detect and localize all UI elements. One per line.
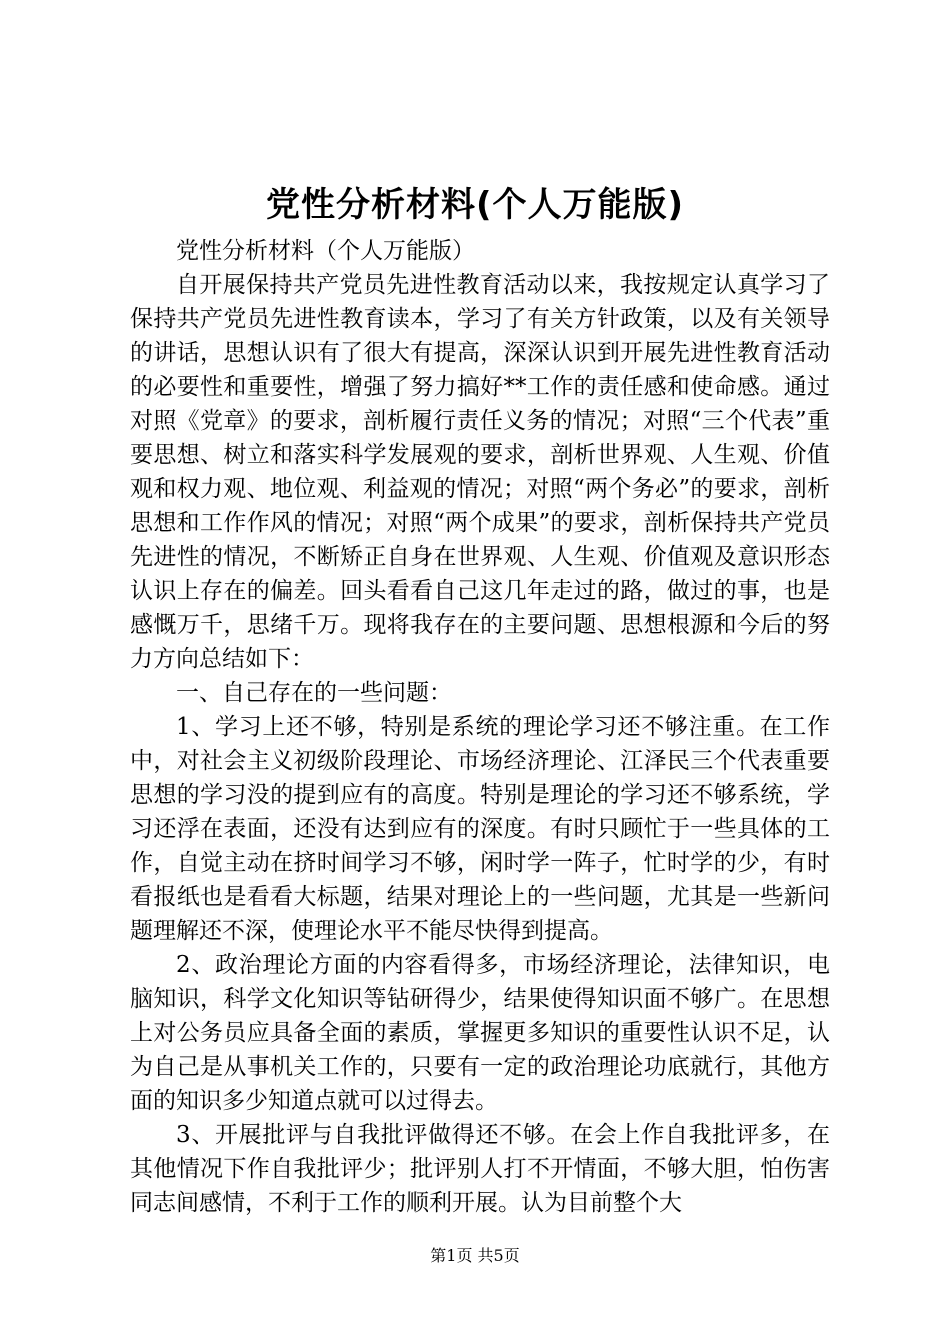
document-title: 党性分析材料(个人万能版) [265, 185, 685, 225]
paragraph-subtitle: 党性分析材料（个人万能版） [176, 238, 475, 264]
document-body [130, 234, 830, 1220]
paragraph-item-3: 3、开展批评与自我批评做得还不够。在会上作自我批评多，在其他情况下作自我批评少；批评别人打不开情面，不够大胆，怕伤害同志间感情，不利于工作的顺利开展。认为目前整个大 [130, 1122, 830, 1216]
page-footer: 第1页 共5页 [430, 1246, 520, 1265]
paragraph-intro: 自开展保持共产党员先进性教育活动以来，我按规定认真学习了保持共产党员先进性教育读本，学习了有关方针政策，以及有关领导的讲话，思想认识有了很大有提高，深深认识到开展先进性教育活动的必要性和重要性，增强了努力搞好**工作的责任感和使命感。通过对照《党章》的要求，剖析履行责任义务的情况；对照“三个代表”重要思想、树立和落实科学发展观的要求，剖析世界观、人生观、价值观和权力观、地位观、利益观的情况；对照“两个务必”的要求，剖析思想和工作作风的情况；对照“两个成果”的要求，剖析保持共产党员先进性的情况，不断矫正自身在世界观、人生观、价值观及意识形态认识上存在的偏差。回头看看自己这几年走过的路，做过的事，也是感慨万千，思绪千万。现将我存在的主要问题、思想根源和今后的努力方向总结如下： [130, 272, 830, 672]
section-heading: 一、自己存在的一些问题： [176, 680, 452, 706]
paragraph-item-2: 2、政治理论方面的内容看得多，市场经济理论，法律知识，电脑知识，科学文化知识等钻研得少，结果使得知识面不够广。在思想上对公务员应具备全面的素质，掌握更多知识的重要性认识不足，认为自己是从事机关工作的，只要有一定的政治理论功底就行，其他方面的知识多少知道点就可以过得去。 [130, 952, 830, 1114]
paragraph-item-1: 1、学习上还不够，特别是系统的理论学习还不够注重。在工作中，对社会主义初级阶段理论、市场经济理论、江泽民三个代表重要思想的学习没的提到应有的高度。特别是理论的学习还不够系统，学习还浮在表面，还没有达到应有的深度。有时只顾忙于一些具体的工作，自觉主动在挤时间学习不够，闲时学一阵子，忙时学的少，有时看报纸也是看看大标题，结果对理论上的一些问题，尤其是一些新问题理解还不深，使理论水平不能尽快得到提高。 [130, 714, 830, 944]
